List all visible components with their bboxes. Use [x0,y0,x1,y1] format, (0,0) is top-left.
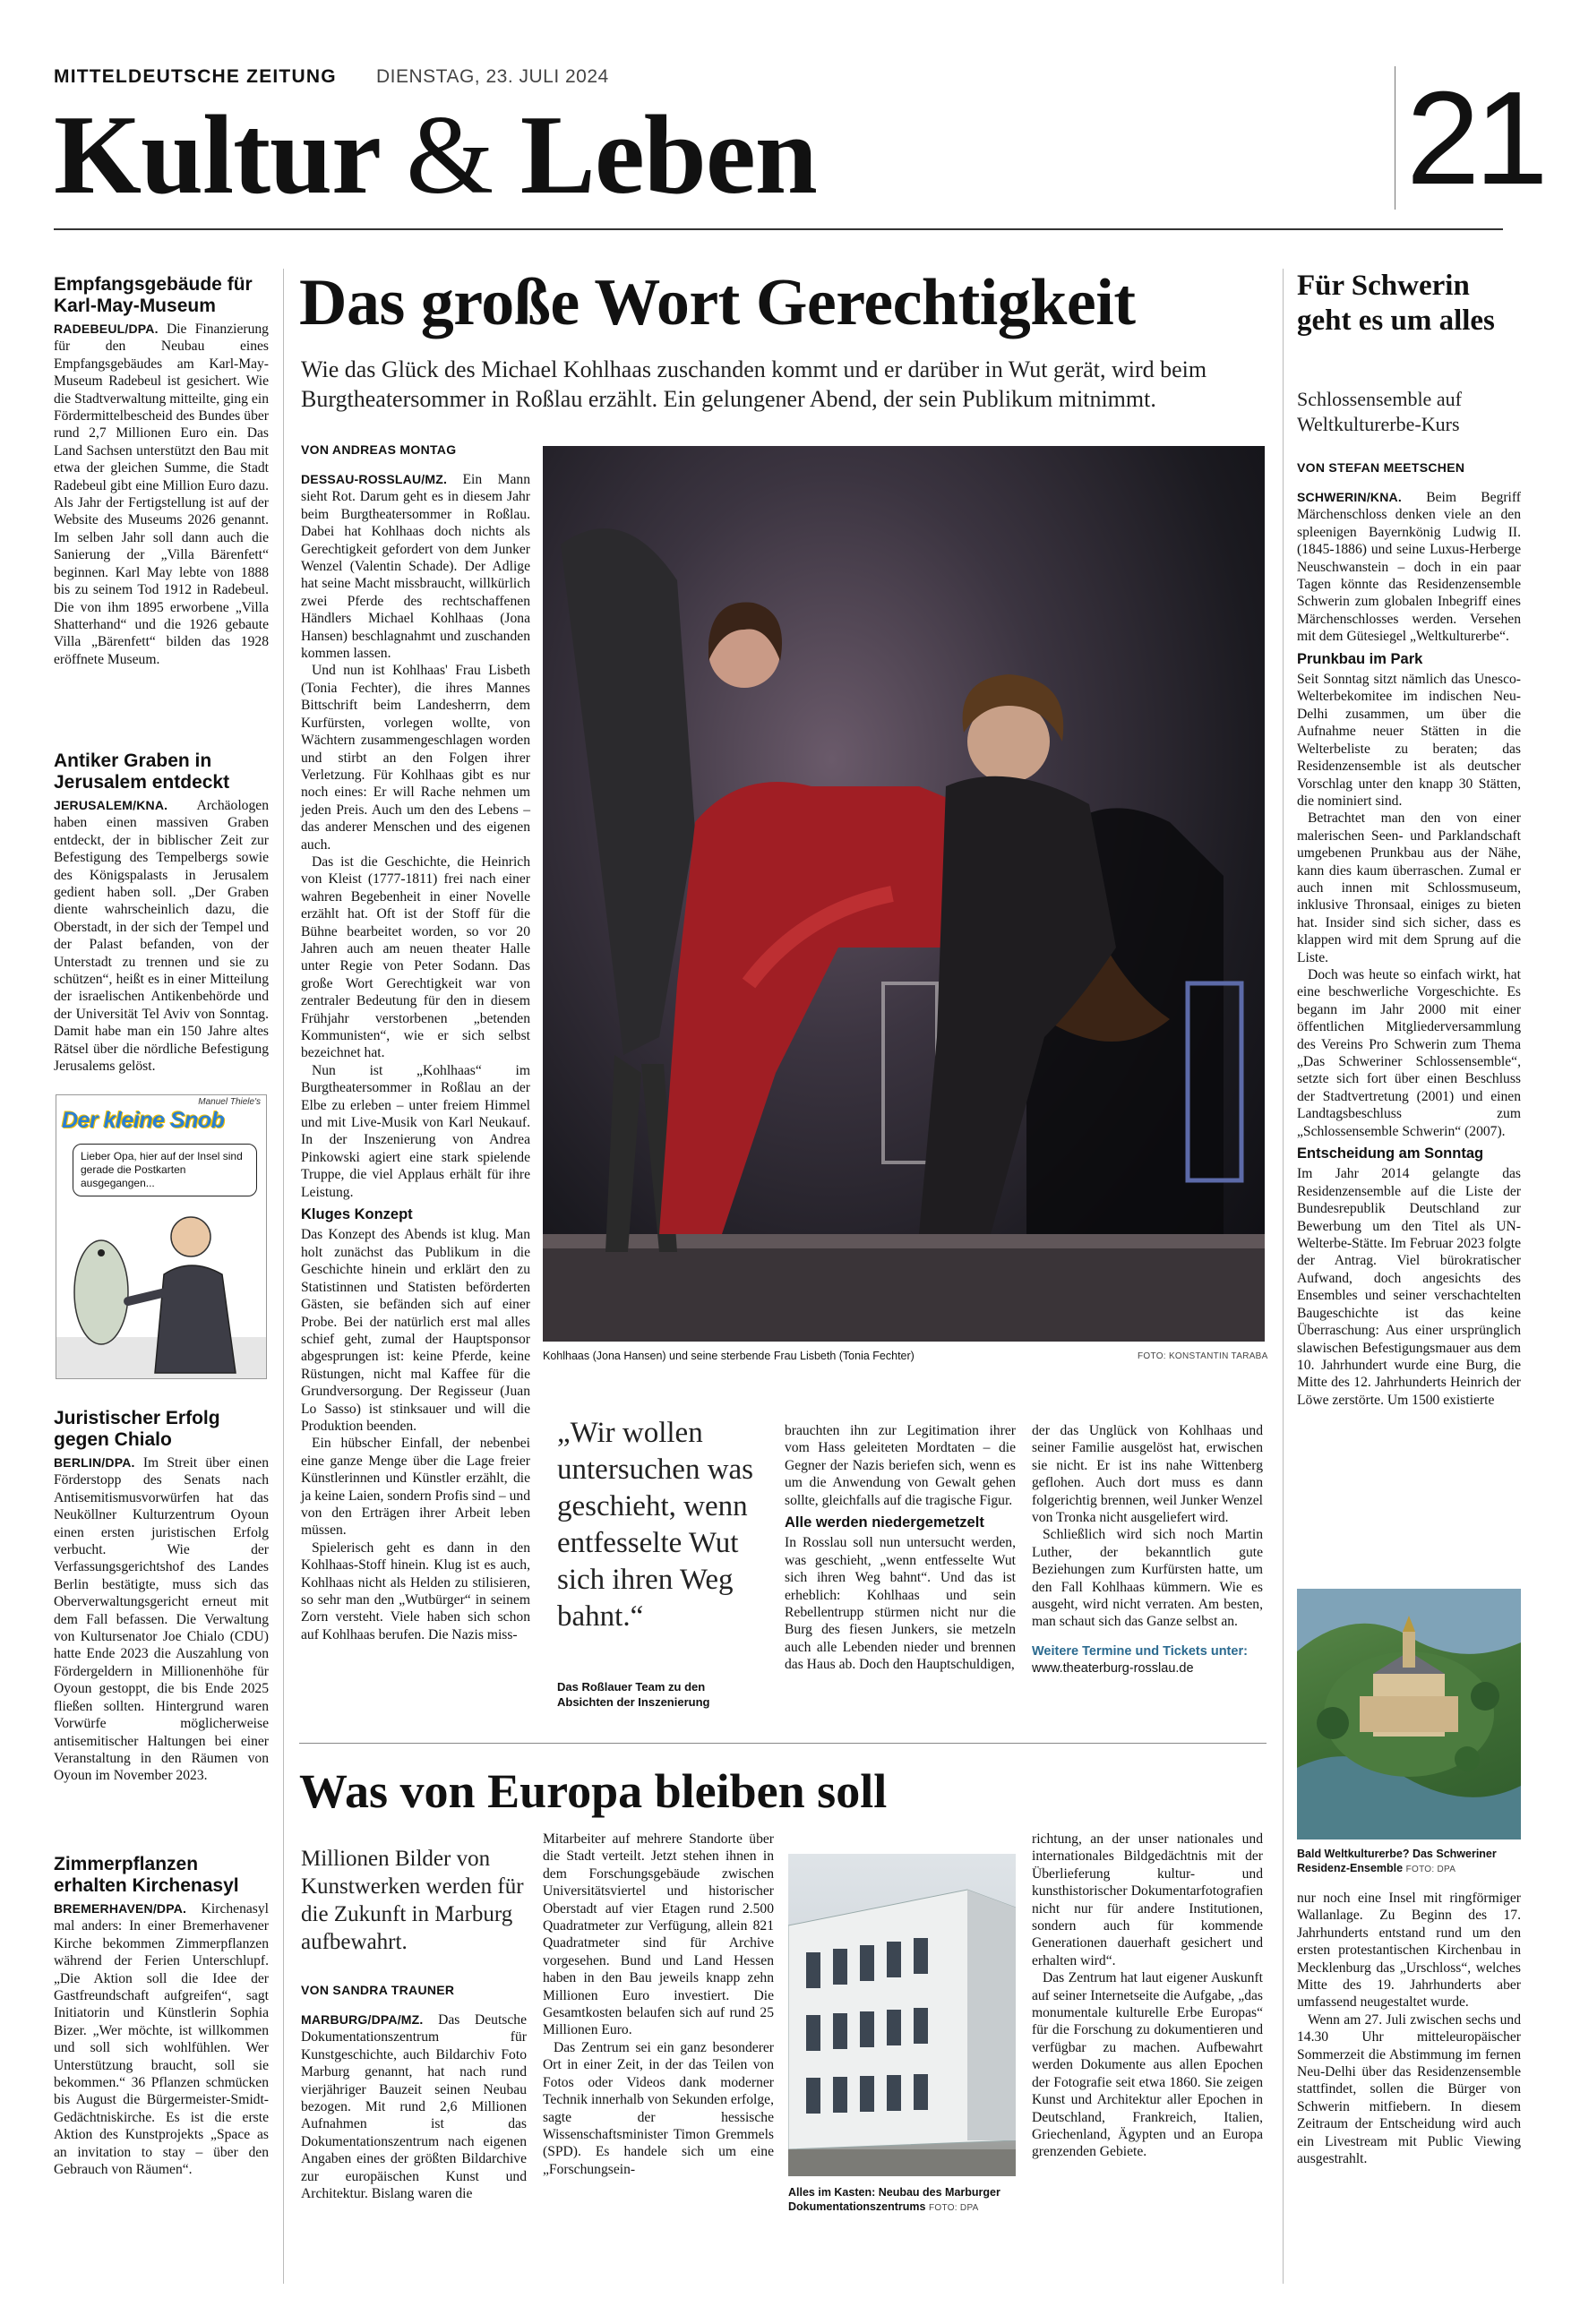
castle-tower [1403,1632,1415,1668]
europa-photo [788,1854,1016,2176]
lead-paragraph: brauchten ihn zur Legitimation ihrer vom Hass geleiteten Mordtaten – die Gegner der Nazis beriefen sich, wenn es um die Anwendung von Gewalt gehen sollte, gleichfalls auf die tragische Figur. [785,1423,1016,1508]
lead-paragraph: Ein hübscher Einfall, der nebenbei eine ganze Menge über die Lage freier Künstlerinnen und Künstler erzählt, die ja keine Laien, sondern Profis sind – und von den Erträgen ihrer Arbeit leben müssen. [301,1436,530,1539]
lead-column-3 [785,1422,1016,1674]
castle-drawing [1297,1589,1521,1839]
section-word-leben: Leben [520,93,817,218]
brief-title: Antiker Graben in Jerusalem entdeckt [54,750,230,793]
building-window [806,1952,820,1988]
europa-dateline: MARBURG/DPA/MZ. [301,2012,424,2027]
tree-icon [1471,1682,1499,1711]
lead-quote-source: Das Roßlauer Team zu den Absichten der Inszenierung [557,1680,710,1709]
building-window [860,2011,874,2047]
lead-photo-caption: Kohlhaas (Jona Hansen) und seine sterbende Frau Lisbeth (Tonia Fechter) [543,1350,915,1362]
right-paragraph: Im Jahr 2014 gelangte das Residenzensemble auf die Liste der Bundesrepublik Deutschland zur Bewerbung um den Titel als UN-Welterbe-Stätte. Im Februar 2023 folgte der Antrag. Viel bürokratischer Aufwand, doch angesichts des Ensembles und seiner verschachtelten Baugeschichte ist das keine Überraschung: Aus einer ursprünglich slawischen Befestigungsmauer aus dem 10. Jahrhundert wurde eine Burg, die Mitte des 12. Jahrhunderts Heinrich der Löwe zerstörte. Um 1500 existierte [1297,1166,1521,1408]
brief-chialo [54,1408,269,1785]
building-window [860,2076,874,2112]
building-window [914,2074,928,2110]
lead-paragraph: der das Unglück von Kohlhaas und seiner Familie ausgelöst hat, erwischen sie nicht. Er ist ins nahe Wittenberg geflohen. Auch dort muss es dann folgerichtig brennen, weil Junker Wenzel von Tronka nicht ausgeliefert wird. [1032,1423,1263,1526]
brief-dateline: JERUSALEM/KNA. [54,798,168,812]
lead-quote: „Wir wollen untersuchen was geschieht, wenn entfesselte Wut sich ihren Weg bahnt.“ [557,1417,754,1633]
building-window [806,2015,820,2051]
cartoon-author: Manuel Thiele's [198,1097,261,1107]
building-side [967,1890,1016,2140]
brief-body [54,1454,269,1785]
lead-paragraph: Und nun ist Kohlhaas' Frau Lisbeth (Tonia Fechter), die ihres Mannes Bittschrift beim Landesherrn, dem Kurfürsten, vorlegen wollte, von Wächtern zusammengeschlagen worden und stirbt an den Folgen ihrer Verletzung. Für Kohlhaas gibt es nur noch eines: Er will Rache nehmen um jeden Preis. Auch um den des Lebens – das anderer Menschen und des eigenen auch. [301,663,530,853]
woman-standing-figure [561,528,695,1055]
right-paragraph: Seit Sonntag sitzt nämlich das Unesco-Welterbekomitee im indischen Neu-Delhi zusammen, um über die Aufnahme neuer Stätten in die Welterbeliste zu beraten; das Residenzensemble ist als deutscher Vorschlag unter den knapp 30 Stätten, die nominiert sind. [1297,672,1521,809]
section-word-kultur: Kultur [54,93,379,218]
brief-text: Die Finanzierung für den Neubau eines Empfangsgebäudes am Karl-May-Museum Radebeul ist gesichert. Wie die Stadtverwaltung mitteilte, ging ein Fördermittelbescheid des Bundes über rund 2,7 Millionen Euro ein. Das Land Sachsen unterstützt den Bau mit etwa der gleichen Summe, die Stadt Radebeul gibt eine Million Euro dazu. Als Jahr der Fertigstellung ist auf der Website des Museums 2026 genannt. Im selben Jahr soll dann auch die Sanierung der „Villa Bärenfett“ beginnen. Karl May lebte von 1888 bis zu seinem Tod 1912 in Radebeul. Die von ihm 1895 erworbene „Villa Shatterhand“ und die 1926 gebaute Villa „Bärenfett“ bilden das 1928 eröffnete Museum. [54,322,269,667]
right-dateline: SCHWERIN/KNA. [1297,490,1402,504]
schwerin-photo-caption [1297,1847,1521,1877]
lead-column-4 [1032,1422,1263,1678]
left-column-divider [283,269,284,2284]
lead-paragraph: Nun ist „Kohlhaas“ im Burgtheatersommer in Roßlau an der Elbe zu erleben – unter freiem Himmel und mit Live-Musik von Karl Neukauf. In der Inszenierung von Andrea Pinkowski agiert eine stark spielende Truppe, die viel Applaus erhält für ihre Leistung. [301,1062,530,1200]
masthead-rule [54,228,1503,230]
masthead-date: DIENSTAG, 23. JULI 2024 [376,66,609,87]
fish-eye-icon [98,1249,105,1256]
lead-info-url[interactable]: www.theaterburg-rosslau.de [1032,1661,1194,1677]
right-column-divider [1283,269,1284,2284]
stage-floor [543,1234,1265,1342]
brief-text: Im Streit über einen Förderstopp des Senats nach Antisemitismusvorwürfen hat das Neuköllner Kulturzentrum Oyoun einen ersten juristischen Erfolg verbucht. Wie der Verfassungsgerichtshof des Landes Berlin bestätigte, muss sich das Oberverwaltungsgericht erneut mit dem Fall befassen. Die Verwaltung von Kultursenator Joe Chialo (CDU) hatte Ende 2023 die Auszahlung von Fördergeldern in Millionenhöhe für Oyoun gestoppt, die bis Ende 2025 fließen sollten. Hintergrund waren Vorwürfe möglicherweise antisemitischer Haltungen bei einer Veranstaltung in den Räumen von Oyoun im November 2023. [54,1455,269,1784]
building-window [833,1949,847,1985]
cartoon-title: Der kleine Snob [62,1108,225,1133]
building-window [860,1945,874,1981]
stage-light [543,1234,1265,1248]
europa-paragraph: Mitarbeiter auf mehrere Standorte über die Stadt verteilt. Jetzt stehen ihnen in dem Forschungsgebäude zwischen Universitätsviertel und historischer Oberstadt auf vier Etagen rund 2.500 Quadratmeter zur Verfügung, allein 821 Quadratmeter sind für Archive vorgesehen. Bund und Land Hessen haben in den Bau jeweils knapp zehn Millionen Euro investiert. Die Gesamtkosten belaufen sich auf rund 25 Millionen Euro. [543,1831,774,2038]
brief-body [54,797,269,1076]
building-window [914,2008,928,2044]
europa-standfirst: Millionen Bilder von Kunstwerken werden für die Zukunft in Marburg aufbewahrt. [301,1847,524,1954]
brief-text: Kirchenasyl mal anders: In einer Bremerhavener Kirche bekommen Zimmerpflanzen während der Ferien Unterschlupf. „Die Aktion soll die Idee der Gastfreundschaft aufgreifen“, sagt Initiatorin und Künstlerin Sophia Bizer. „Wer möchte, ist willkommen und soll sich wohlfühlen. Wer Unterstützung braucht, soll sie bekommen.“ 36 Pflanzen schmücken bis August die Bürgermeister-Smidt-Gedächtniskirche. Es ist die erste Aktion des Kunstprojekts „Space as an invitation to stay – über den Gebrauch von Räumen“. [54,1901,269,2178]
lead-paragraph: Schließlich wird sich noch Martin Luther, der bekanntlich gute Beziehungen zum Kurfürsten hatte, um den Fall Kohlhaas kümmern. Wie es ausgeht, wird nicht verraten. Am besten, man schaut sich das Ganze selbst an. [1032,1527,1263,1630]
cartoon-speech-bubble: Lieber Opa, hier auf der Insel sind gerade die Postkarten ausgegangen... [73,1144,257,1196]
building-window [806,2078,820,2114]
right-headline: Für Schwerin geht es um alles [1297,270,1495,337]
building-window [887,2010,901,2045]
lead-paragraph [301,471,530,662]
lead-photo-credit: FOTO: KONSTANTIN TARABA [1138,1351,1268,1361]
brief-title: Zimmerpflanzen erhalten Kirchenasyl [54,1854,239,1896]
lead-photo [543,446,1265,1342]
masthead-paper: MITTELDEUTSCHE ZEITUNG [54,66,337,87]
europa-paragraph [301,2011,527,2202]
europa-photo-caption [788,2185,1016,2216]
europa-paragraph: Das Zentrum hat laut eigener Auskunft auf seiner Internetseite die Aufgabe, „das monumentale kulturelle Erbe Europas“ für die Forschung zu dokumentieren und verfügbar zu machen. Aufbewahrt werden Dokumente aus allen Epochen der Fotografie seit etwa 1860. Sie zeigen Kunst und Architektur aller Epochen in Deutschland, Frankreich, Italien, Griechenland, Ägypten und an Europa grenzenden Gebiete. [1032,1970,1263,2160]
schwerin-caption-text: Bald Weltkulturerbe? Das Schweriner Residenz-Ensemble [1297,1848,1497,1874]
building-window [887,1942,901,1977]
europa-column-2 [543,1831,774,2178]
section-ampersand: & [406,93,494,218]
europa-headline: Was von Europa bleiben soll [299,1764,888,1818]
lead-paragraph: Das ist die Geschichte, die Heinrich von Kleist (1777-1811) frei nach einer wahren Begebenheit in einer Novelle erzählt hat. Oft ist der Stoff für die Bühne bearbeitet worden, so vor 20 Jahren auch am neuen theater Halle unter Regie von Peter Sodann. Das große Wort Gerechtigkeit war von zentraler Bedeutung für den in diesem Frühjahr verstorbenen „betenden Kommunisten“, wie er sich selbst bezeichnet hat. [301,853,530,1061]
right-body-bottom [1297,1890,1521,2168]
europa-byline: VON SANDRA TRAUNER [301,1983,455,1997]
brief-jerusalem [54,750,269,1076]
right-paragraph: Betrachtet man den von einer malerischen Seen- und Parklandschaft umgebenen Prunkbau aus der Nähe, kann dies kaum überraschen. Zumal er auch innen mit Schlossmuseum, inklusive Thronsaal, einiges zu bieten hat. Insider sind sich sicher, dass es klappen wird mit dem Sprung auf die Liste. [1297,810,1521,965]
right-subhead-prunkbau: Prunkbau im Park [1297,650,1423,667]
lead-byline: VON ANDREAS MONTAG [301,442,457,457]
brief-body [54,1900,269,2179]
brief-dateline: RADEBEUL/DPA. [54,322,159,336]
lead-paragraph: Spielerisch geht es dann in den Kohlhaas-Stoff hinein. Klug ist es auch, Kohlhaas nicht als Helden zu stilisieren, so sehr man den „Wutbürger“ in seinem Zorn versteht. Viele haben sich schon auf Kohlhaas berufen. Die Nazis miss- [301,1539,530,1642]
europa-column-4 [1032,1831,1263,2161]
lead-dateline: DESSAU-ROSSLAU/MZ. [301,472,448,486]
stage-scene [543,446,1265,1342]
lead-standfirst: Wie das Glück des Michael Kohlhaas zuschanden kommt und er darüber in Wut gerät, wird beim Burgtheatersommer in Roßlau erzählt. Ein gelungener Abend, der sein Publikum mitnimmt. [301,356,1207,412]
europa-column-1 [301,2011,527,2202]
right-standfirst: Schlossensemble auf Weltkulturerbe-Kurs [1297,388,1462,435]
right-paragraph [1297,489,1521,646]
brief-title: Juristischer Erfolg gegen Chialo [54,1408,220,1450]
tree-icon [1455,1746,1480,1771]
tree-icon [1317,1707,1349,1739]
cartoon-drawing [56,1203,267,1378]
lead-info-label: Weitere Termine und Tickets unter: [1032,1643,1248,1659]
right-paragraph: Doch was heute so einfach wirkt, hat eine beschwerliche Vorgeschichte. Es begann im Jahr 2000 mit einer öffentlichen Mitgliederversammlung des Vereins Pro Schwerin zum Thema „Das Schweriner Schlossensemble“, setzte sich fort über einen Beschluss der Stadtvertretung (2001) und einen Landtagsbeschluss zum „Schlossensemble Schwerin“ (2007). [1297,966,1521,1139]
lead-paragraph-text: Ein Mann sieht Rot. Darum geht es in diesem Jahr beim Burgtheatersommer in Roßlau. Dabei hat Kohlhaas doch nichts als Gerechtigkeit gefordert von dem Junker Wenzel (Valentin Schade). Der Adlige hat seine Macht missbraucht, willkürlich zwei Pferde des rechtschaffenen Händlers Michael Kohlhaas (Jona Hansen) beschlagnahmt und zuschanden kommen lassen. [301,472,530,662]
street [788,2149,1016,2176]
right-byline: VON STEFAN MEETSCHEN [1297,460,1465,475]
grandpa-head-icon [171,1217,210,1256]
lead-paragraph: Das Konzept des Abends ist klug. Man holt zunächst das Publikum in die Geschichte hinein und erklärt den zu Statistinnen und Statisten beförderten Gästen, sie befänden sich auf einer Probe. Bei der natürlich erst mal alles schief geht, zumal der Hauptsponsor abgesprungen ist: keine Pferde, keine Rüstungen, nicht mal Kaffee für die Grundversorgung. Der Regisseur (Juan Lo Sasso) ist stinksauer und will die Produktion beenden. [301,1227,530,1434]
schwerin-photo [1297,1589,1521,1839]
europa-paragraph: Das Zentrum sei ein ganz besonderer Ort in einer Zeit, in der das Teilen von Fotos oder Videos dank moderner Technik innerhalb von Sekunden erfolge, sagte der hessische Wissenschaftsminister Timon Gremmels (SPD). Es handele sich um eine „Forschungsein- [543,2039,774,2177]
europa-rule [299,1743,1267,1744]
brief-dateline: BREMERHAVEN/DPA. [54,1901,187,1916]
right-paragraph: nur noch eine Insel mit ringförmiger Wallanlage. Zu Beginn des 17. Jahrhunderts entstand rund um den ersten protestantischen Kirchenbau in Mecklenburg das „Urschloss“, welches Mitte des 19. Jahrhunderts aber umfassend neugestaltet wurde. [1297,1891,1521,2011]
building-drawing [788,1854,1016,2176]
brief-karl-may [54,274,269,668]
building-window [914,1938,928,1974]
legs-figure [605,1055,641,1252]
building-window [833,2013,847,2049]
building-window [833,2077,847,2113]
right-subhead-entscheidung: Entscheidung am Sonntag [1297,1145,1484,1162]
lead-subhead-konzept: Kluges Konzept [301,1206,413,1223]
europa-caption-text: Alles im Kasten: Neubau des Marburger Dokumentationszentrums [788,2186,1000,2213]
lead-headline: Das große Wort Gerechtigkeit [299,266,1136,339]
lead-subhead-niedergemetzelt: Alle werden niedergemetzelt [785,1514,984,1531]
building-window [887,2075,901,2111]
lead-column-1 [301,471,530,1643]
castle-wing [1360,1696,1458,1732]
brief-title: Empfangsgebäude für Karl-May-Museum [54,274,253,316]
europa-photo-credit: FOTO: DPA [928,2203,979,2213]
brief-dateline: BERLIN/DPA. [54,1455,135,1470]
lead-paragraph: In Rosslau soll nun untersucht werden, was geschieht, „wenn entfesselte Wut sich ihren Weg bahnt“. Und das ist erheblich: Kohlhaas und sein Rebellentrupp stürmen nicht nur die Burg des fiesen Junkers, sie metzeln auch alle Lebenden nieder und brennen das Haus ab. Doch den Hauptschuldigen, [785,1535,1016,1673]
brief-body [54,321,269,668]
arm-icon [128,1292,166,1301]
cartoon [56,1094,267,1379]
right-paragraph: Wenn am 27. Juli zwischen sechs und 14.30 Uhr mitteleuropäischer Sommerzeit die Abstimmung im fernen Neu-Delhi über das Residenzensemble stattfindet, sollen die Bürger von Schwerin mitfiebern. In diesem Zeitraum der Entscheidung wird auch ein Livestream mit Public Viewing ausgestrahlt. [1297,2011,1521,2167]
brief-text: Archäologen haben einen massiven Graben entdeckt, der in biblischer Zeit zur Befestigung des Tempelbergs sowie des Königspalasts in Jerusalem gedient haben soll. „Der Graben diente wahrscheinlich dazu, die Oberstadt, in der sich der Tempel und der Palast befanden, von der Unterstadt zu trennen und sie zu schützen“, heißt es in einer Mitteilung der israelischen Antikenbehörde und der Universität Tel Aviv von Sonntag. Damit habe man ein 150 Jahre altes Rätsel über die nördliche Befestigung Jerusalems gelöst. [54,798,269,1075]
right-paragraph-text: Beim Begriff Märchenschloss denken viele an den spleenigen Bayernkönig Ludwig II. (1845-1886) und seine Luxus-Herberge Neuschwanstein – doch in ein paar Tagen könnte das Residenzensemble Schwerin zum globalen Inbegriff eines Märchenschlosses werden. Versehen mit dem Gütesiegel „Weltkulturerbe“. [1297,490,1521,645]
grandpa-body-icon [155,1265,236,1373]
europa-paragraph: richtung, an der unser nationales und internationales Bildgedächtnis mit der Überlieferung kultur- und kunsthistorischer Dokumentarfotografien nicht nur für andere Institutionen, sondern auch für kommende Generationen dauerhaft gesichert und erhalten wird“. [1032,1831,1263,1968]
europa-paragraph-text: Das Deutsche Dokumentationszentrum für Kunstgeschichte, auch Bildarchiv Foto Marburg genannt, hat nach rund vierjähriger Bauzeit seinen Neubau bezogen. Mit rund 2,6 Millionen Aufnahmen ist das Dokumentationszentrum nach eigenen Angaben eines der größten Bildarchive zur europäischen Kunst und Architektur. Bislang waren die [301,2012,527,2202]
right-body-top [1297,489,1521,1409]
page-number: 21 [1406,64,1543,212]
section-title [54,93,817,218]
brief-kirchenasyl [54,1854,269,2179]
schwerin-photo-credit: FOTO: DPA [1405,1865,1456,1874]
